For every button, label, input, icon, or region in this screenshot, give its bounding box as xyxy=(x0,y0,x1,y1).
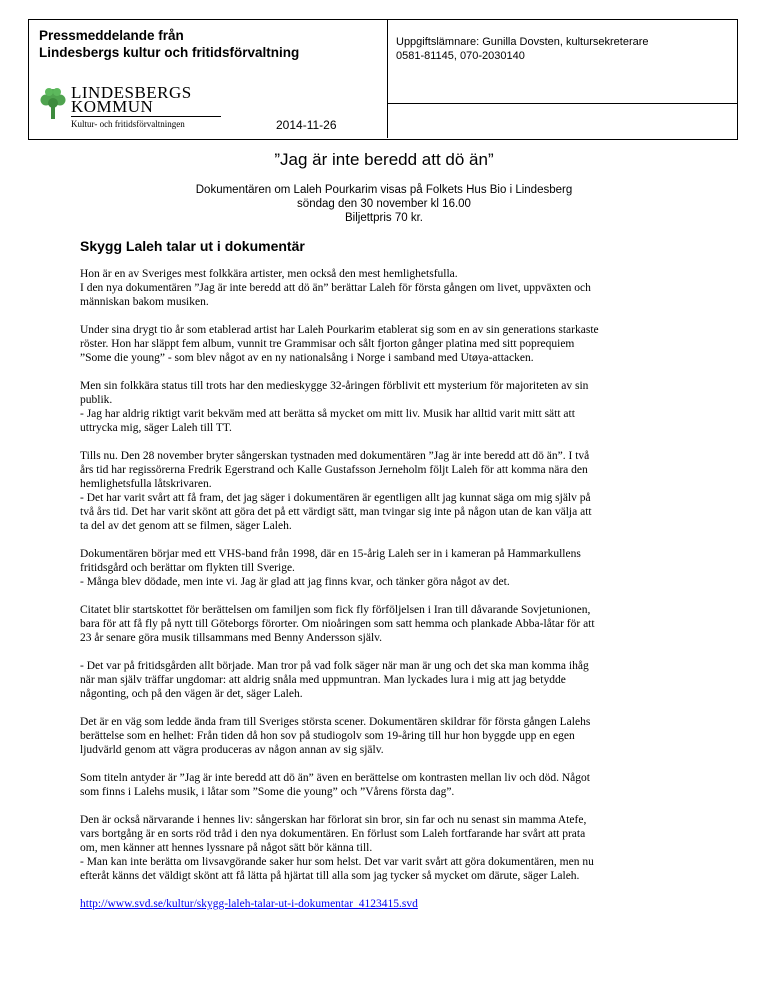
page-title: ”Jag är inte beredd att dö än” xyxy=(274,150,494,169)
article-paragraph xyxy=(80,267,700,309)
article-paragraph xyxy=(80,771,700,799)
text-line: när man själv träffar ungdomar: att aldrig snåla med uppmuntran. Man lyckades lura i mig att jag betydde xyxy=(80,674,566,686)
text-line: bara för att få fly på nytt till Göteborgs förorter. Om nioåringen som satt hemma och plankade Abba-låtar för att xyxy=(80,618,595,630)
organization-title xyxy=(39,27,299,61)
text-line: om, men känner att hennes lyssnare på något sätt bör känna till. xyxy=(80,842,373,854)
logo-subtitle: Kultur- och fritidsförvaltningen xyxy=(71,119,185,129)
header-box xyxy=(28,19,738,140)
org-title-line2: Lindesbergs kultur och fritidsförvaltning xyxy=(39,45,300,60)
article-paragraph xyxy=(80,715,700,757)
intro-line: Biljettpris 70 kr. xyxy=(345,212,423,224)
contact-line2: 0581-81145, 070-2030140 xyxy=(396,50,525,62)
intro-line: söndag den 30 november kl 16.00 xyxy=(297,198,471,210)
text-line: Men sin folkkära status till trots har den medieskygge 32-åringen förblivit ett mysterium för majoriteten av sin xyxy=(80,380,589,392)
header-left-cell xyxy=(29,20,388,138)
text-line: ”Some die young” - som blev något av en ny nationalsång i Norge i samband med Utøya-attacken. xyxy=(80,352,534,364)
text-line: 23 år senare göra musik tillsammans med Benny Andersson själv. xyxy=(80,632,383,644)
article-headline: Skygg Laleh talar ut i dokumentär xyxy=(80,238,305,254)
text-line: berättelse som en helhet: Från tiden då hon sov på studiogolv som 19-åring till hur hon byggde upp en egen xyxy=(80,730,575,742)
tree-logo-icon xyxy=(38,86,68,120)
text-line: Citatet blir startskottet för berättelsen om familjen som fick fly förföljelsen i Iran till dåvarande Sovjetunionen, xyxy=(80,604,591,616)
text-line: - Jag har aldrig riktigt varit bekväm med att berätta så mycket om mitt liv. Musik har alltid varit mitt sätt att xyxy=(80,408,575,420)
article-paragraph xyxy=(80,323,700,365)
text-line: års tid har regissörerna Fredrik Egerstrand och Kalle Gustafsson Jerneholm följt Laleh för att komma nära den xyxy=(80,464,588,476)
article-paragraph xyxy=(80,379,700,435)
text-line: fritidsgård och berättar om flykten till Sverige. xyxy=(80,562,295,574)
article-paragraph xyxy=(80,547,700,589)
text-line: hemlighetsfulla låtskrivaren. xyxy=(80,478,212,490)
header-contact-cell xyxy=(388,20,737,104)
text-line: - Det var på fritidsgården allt började. Man tror på vad folk säger när man är ung och det ska man komma ihåg xyxy=(80,660,589,672)
text-line: - Man kan inte berätta om livsavgörande saker hur som helst. Det var varit svårt att göra dokumentären, men nu xyxy=(80,856,594,868)
text-line: Under sina drygt tio år som etablerad artist har Laleh Pourkarim etablerat sig som en av sin generations starkaste xyxy=(80,324,599,336)
org-title-line1: Pressmeddelande från xyxy=(39,28,184,43)
intro-line: Dokumentären om Laleh Pourkarim visas på Folkets Hus Bio i Lindesberg xyxy=(195,184,573,196)
text-line: - Det har varit svårt att få fram, det jag säger i dokumentären är egentligen allt jag kunnat säga om mig själv på xyxy=(80,492,591,504)
source-link[interactable]: http://www.svd.se/kultur/skygg-laleh-talar-ut-i-dokumentar_4123415.svd xyxy=(80,898,418,910)
article-paragraph xyxy=(80,603,700,645)
text-line: röster. Hon har släppt fem album, vunnit tre Grammisar och sålt fjorton gånger platina med sitt poprequiem xyxy=(80,338,575,350)
text-line: uttrycka mig, säger Laleh till TT. xyxy=(80,422,232,434)
text-line: Det är en väg som ledde ända fram till Sveriges största scener. Dokumentären skildrar för första gången Lalehs xyxy=(80,716,591,728)
text-line: Tills nu. Den 28 november bryter sångerskan tystnaden med dokumentären ”Jag är inte beredd att dö än”. I två xyxy=(80,450,590,462)
logo-text-line2: KOMMUN xyxy=(71,97,154,116)
text-line: ta del av det genom att se filmen, säger Laleh. xyxy=(80,520,292,532)
text-line: som finns i Lalehs musik, i låtar som ”Some die young” och ”Vårens första dag”. xyxy=(80,786,455,798)
release-date: 2014-11-26 xyxy=(276,118,337,132)
text-line: I den nya dokumentären ”Jag är inte beredd att dö än” berättar Laleh för första gången om livet, uppväxten och xyxy=(80,282,591,294)
text-line: publik. xyxy=(80,394,113,406)
contact-info xyxy=(396,35,649,63)
text-line: Hon är en av Sveriges mest folkkära artister, men också den mest hemlighetsfulla. xyxy=(80,268,458,280)
text-line: efteråt känns det väldigt skönt att få lätta på hjärtat till alla som jag tycker så mycket om därute, säger Laleh. xyxy=(80,870,580,882)
logo-divider xyxy=(71,116,221,117)
text-line: två års tid. Det har varit skönt att göra det på ett värdigt sätt, man tvingar sig inte på någon utan de kan välja att xyxy=(80,506,592,518)
text-line: Den är också närvarande i hennes liv: sångerskan har förlorat sin bror, sin far och nu senast sin mamma Atefe, xyxy=(80,814,587,826)
article-paragraph xyxy=(80,659,700,701)
event-intro xyxy=(0,183,768,225)
logo-text-line1: LINDESBERGS xyxy=(71,83,192,102)
text-line: någonting, och på den vägen är det, säger Laleh. xyxy=(80,688,303,700)
text-line: Som titeln antyder är ”Jag är inte beredd att dö än” även en berättelse om kontrasten mellan liv och död. Något xyxy=(80,772,590,784)
text-line: - Många blev dödade, men inte vi. Jag är glad att jag finns kvar, och tänker göra något av det. xyxy=(80,576,510,588)
article-paragraph xyxy=(80,813,700,883)
text-line: vars bortgång är en sorts röd tråd i den nya dokumentären. En förlust som Laleh fortfarande har svårt att prata xyxy=(80,828,586,840)
text-line: människan bakom musiken. xyxy=(80,296,209,308)
municipality-logo xyxy=(38,84,238,130)
contact-line1: Uppgiftslämnare: Gunilla Dovsten, kultursekreterare xyxy=(396,36,649,48)
source-paragraph xyxy=(80,897,700,911)
text-line: Dokumentären börjar med ett VHS-band från 1998, där en 15-årig Laleh ser in i kameran på Hammarkullens xyxy=(80,548,581,560)
article-body xyxy=(80,267,700,925)
article-paragraph xyxy=(80,449,700,533)
text-line: ljudvärld genom att vägra produceras av någon annan av sig själv. xyxy=(80,744,384,756)
